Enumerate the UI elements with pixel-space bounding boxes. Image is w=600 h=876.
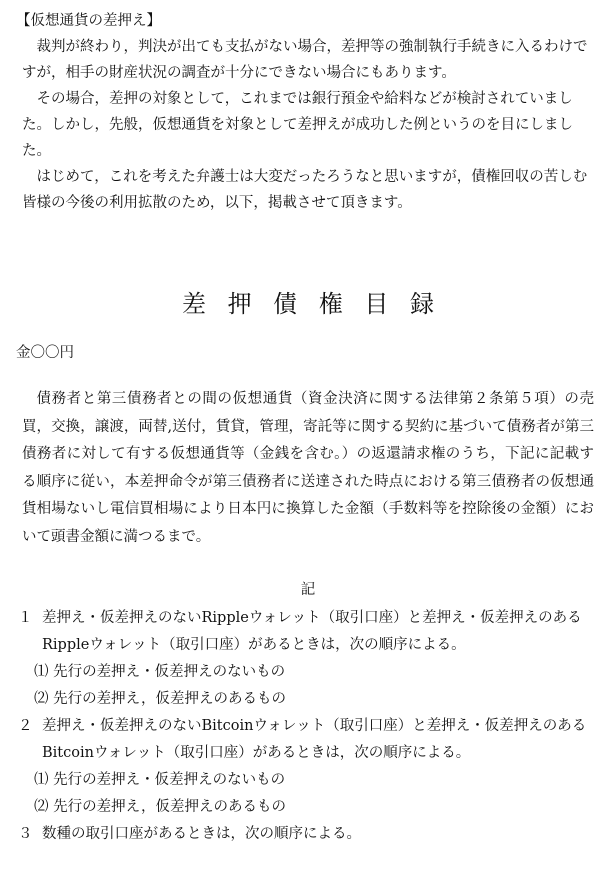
intro-heading: 【仮想通貨の差押え】 (16, 13, 161, 29)
sub-item: ⑵ 先行の差押え，仮差押えのあるもの (34, 799, 286, 815)
sub-item: ⑴ 先行の差押え・仮差押えのないもの (34, 664, 286, 680)
item-text: 差押え・仮差押えのないBitcoinウォレット（取引口座）と差押え・仮差押えのあるBitcoinウォレット（取引口座）があるときは，次の順序による。 (42, 718, 587, 761)
intro-paragraph-2: その場合，差押の対象として，これまでは銀行預金や給料などが検討されていました。しかし，先般，仮想通貨を対象として差押えが成功した例というのを目にしました。 (22, 91, 573, 159)
item-number: １ (18, 610, 33, 626)
item-text: 数種の取引口座があるときは，次の順序による。 (42, 826, 361, 842)
sub-item: ⑵ 先行の差押え，仮差押えのあるもの (34, 691, 286, 707)
intro-paragraph-1: 裁判が終わり，判決が出ても支払がない場合，差押等の強制執行手続きに入るわけですが，相手の財産状況の調査が十分にできない場合にもあります。 (22, 39, 588, 81)
catalog-title: 差押債権目録 (181, 290, 456, 318)
list-item (18, 605, 594, 659)
intro-paragraph-3: はじめて，これを考えた弁護士は大変だったろうなと思いますが，債権回収の苦しむ皆様の今後の利用拡散のため，以下，掲載させて頂きます。 (22, 169, 588, 211)
sub-item: ⑴ 先行の差押え・仮差押えのないもの (34, 772, 286, 788)
catalog-amount: 金〇〇円 (16, 345, 74, 361)
item-number: ３ (18, 826, 33, 842)
ki-marker: 記 (300, 582, 316, 598)
list-item (18, 821, 594, 848)
item-number: ２ (18, 718, 33, 734)
catalog-body: 債務者と第三債務者との間の仮想通貨（資金決済に関する法律第２条第５項）の売買，交換，譲渡，両替,送付，賃貸，管理，寄託等に関する契約に基づいて債務者が第三債務者に対して有する仮想通貨等（金銭を含む。）の返還請求権のうち，下記に記載する順序に従い，本差押命令が第三債務者に送達された時点における第三債務者の仮想通貨相場ないし電信買相場により日本円に換算した金額（手数料等を控除後の金額）において頭書金額に満つるまで。 (22, 391, 594, 545)
list-item (18, 713, 594, 767)
item-text: 差押え・仮差押えのないRippleウォレット（取引口座）と差押え・仮差押えのあるRippleウォレット（取引口座）があるときは，次の順序による。 (42, 610, 582, 653)
